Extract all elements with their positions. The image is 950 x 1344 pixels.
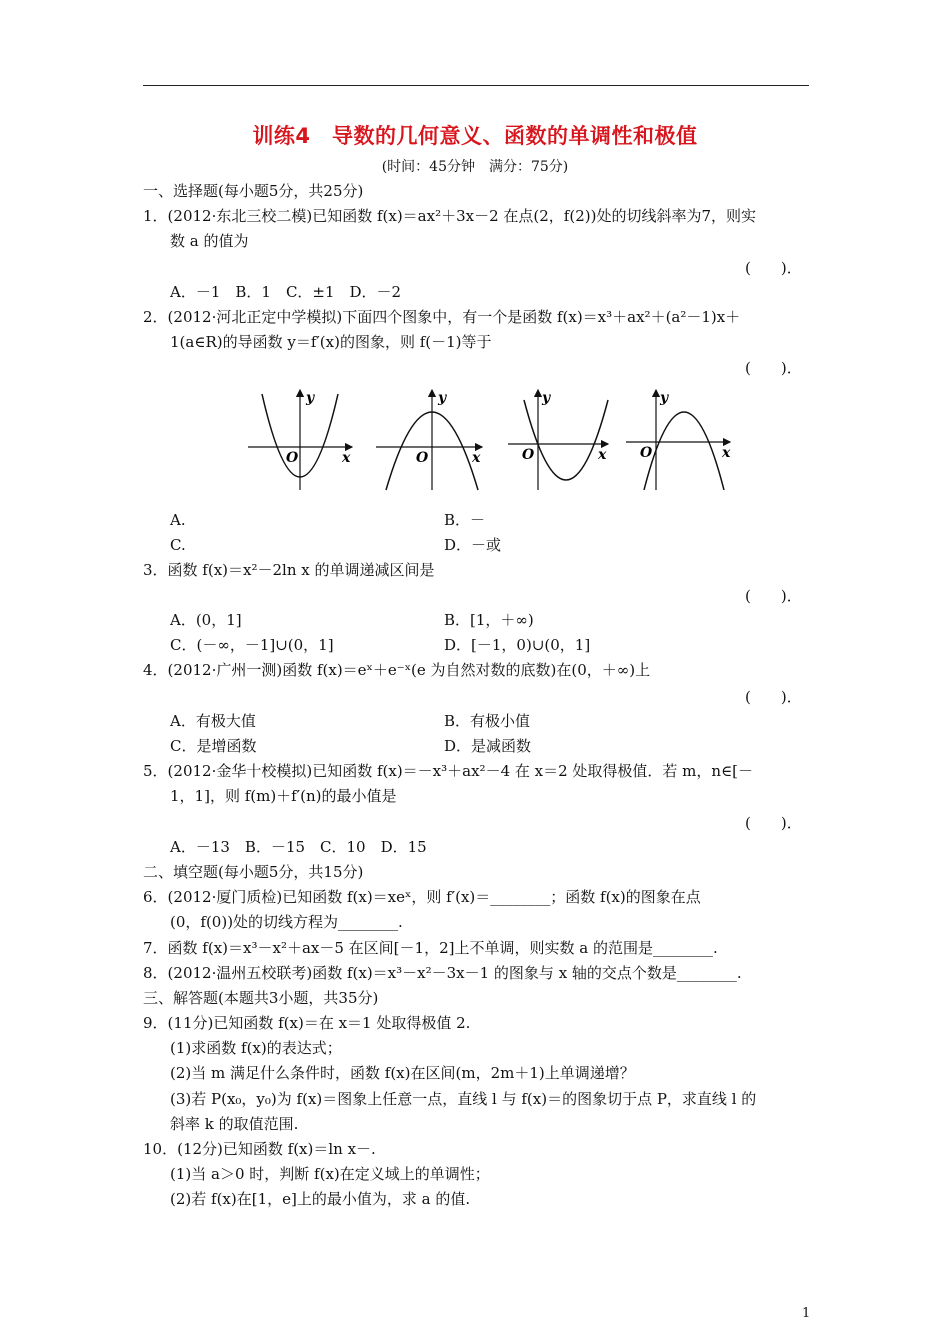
graph-y-label: y — [438, 390, 447, 406]
graph-x-label: x — [598, 447, 607, 463]
option: B．[1，＋∞) — [444, 611, 534, 629]
derivative-graphs — [240, 382, 740, 492]
option: A．(0，1] — [170, 611, 242, 629]
question-line: 3．函数 f(x)＝x²－2ln x 的单调递减区间是 — [143, 561, 435, 579]
sub-question: (2)当 m 满足什么条件时，函数 f(x)在区间(m，2m＋1)上单调递增？ — [170, 1064, 635, 1082]
answer-paren: ( )． — [745, 259, 802, 277]
question-line: 8．(2012·温州五校联考)函数 f(x)＝x³－x²－3x－1 的图象与 x 轴的交点个数是________. — [143, 964, 742, 982]
top-rule — [143, 85, 809, 86]
question-line: 4．(2012·广州一测)函数 f(x)＝eˣ＋e⁻ˣ(e 为自然对数的底数)在(0，＋∞)上 — [143, 661, 651, 679]
option: D．－或 — [444, 536, 502, 554]
option: C．(－∞，－1]∪(0，1] — [170, 636, 334, 654]
question-line: 1(a∈R)的导函数 y＝f′(x)的图象，则 f(－1)等于 — [170, 333, 492, 351]
question-line: 1，1]，则 f(m)＋f′(n)的最小值是 — [170, 787, 397, 805]
sub-question: (1)求函数 f(x)的表达式； — [170, 1039, 342, 1057]
options-line: A．－1 B．1 C．±1 D．－2 — [170, 283, 402, 301]
section-heading: 一、选择题(每小题5分，共25分) — [143, 182, 364, 200]
option: D．是减函数 — [444, 737, 532, 755]
sub-question: (1)当 a＞0 时，判断 f(x)在定义域上的单调性； — [170, 1165, 490, 1183]
graph-x-label: x — [342, 450, 351, 466]
options-line: A．－13 B．－15 C．10 D．15 — [170, 838, 427, 856]
question-line: 10．(12分)已知函数 f(x)＝ln x－. — [143, 1140, 376, 1158]
graph-x-label: x — [472, 450, 481, 466]
page-number: 1 — [802, 1306, 811, 1321]
answer-paren: ( )． — [745, 359, 802, 377]
answer-paren: ( )． — [745, 814, 802, 832]
option: B．－ — [444, 511, 486, 529]
graph-3 — [508, 390, 608, 490]
answer-paren: ( )． — [745, 688, 802, 706]
option: A. — [170, 511, 186, 529]
graph-origin-label: O — [522, 447, 535, 463]
question-line: 6．(2012·厦门质检)已知函数 f(x)＝xeˣ，则 f′(x)＝________；函数 f(x)的图象在点 — [143, 888, 701, 906]
graph-1 — [248, 390, 352, 490]
option: C. — [170, 536, 186, 554]
sub-question: 斜率 k 的取值范围. — [170, 1115, 299, 1133]
option: A．有极大值 — [170, 712, 256, 730]
graph-origin-label: O — [416, 450, 429, 466]
option: B．有极小值 — [444, 712, 531, 730]
sub-question: (2)若 f(x)在[1，e]上的最小值为，求 a 的值. — [170, 1190, 471, 1208]
question-line: 5．(2012·金华十校模拟)已知函数 f(x)＝－x³＋ax²－4 在 x＝2 处取得极值．若 m，n∈[－ — [143, 762, 754, 780]
question-line: 1．(2012·东北三校二模)已知函数 f(x)＝ax²＋3x－2 在点(2，f(2))处的切线斜率为7，则实 — [143, 207, 756, 225]
graph-2 — [376, 390, 482, 490]
option: C．是增函数 — [170, 737, 257, 755]
graph-y-label: y — [660, 390, 669, 406]
sub-question: (3)若 P(x₀，y₀)为 f(x)＝图象上任意一点，直线 l 与 f(x)＝的图象切于点 P，求直线 l 的 — [170, 1090, 757, 1108]
question-line: 2．(2012·河北正定中学模拟)下面四个图象中，有一个是函数 f(x)＝x³＋ax²＋(a²－1)x＋ — [143, 308, 741, 326]
answer-paren: ( )． — [745, 587, 802, 605]
graph-x-label: x — [722, 445, 731, 461]
graph-y-label: y — [542, 390, 551, 406]
section-heading: 三、解答题(本题共3小题，共35分) — [143, 989, 379, 1007]
page-subtitle: (时间：45分钟 满分：75分) — [381, 159, 569, 175]
section-heading: 二、填空题(每小题5分，共15分) — [143, 863, 364, 881]
option: D．[－1，0)∪(0，1] — [444, 636, 591, 654]
graph-4 — [626, 390, 731, 490]
question-line: 数 a 的值为 — [170, 232, 249, 250]
graph-y-label: y — [306, 390, 315, 406]
page-title: 训练4 导数的几何意义、函数的单调性和极值 — [252, 124, 698, 148]
graph-origin-label: O — [640, 445, 653, 461]
graph-origin-label: O — [286, 450, 299, 466]
question-line: 7．函数 f(x)＝x³－x²＋ax－5 在区间[－1，2]上不单调，则实数 a 的范围是________. — [143, 939, 718, 957]
question-line: 9．(11分)已知函数 f(x)＝在 x＝1 处取得极值 2. — [143, 1014, 471, 1032]
question-line: (0，f(0))处的切线方程为________. — [170, 913, 403, 931]
